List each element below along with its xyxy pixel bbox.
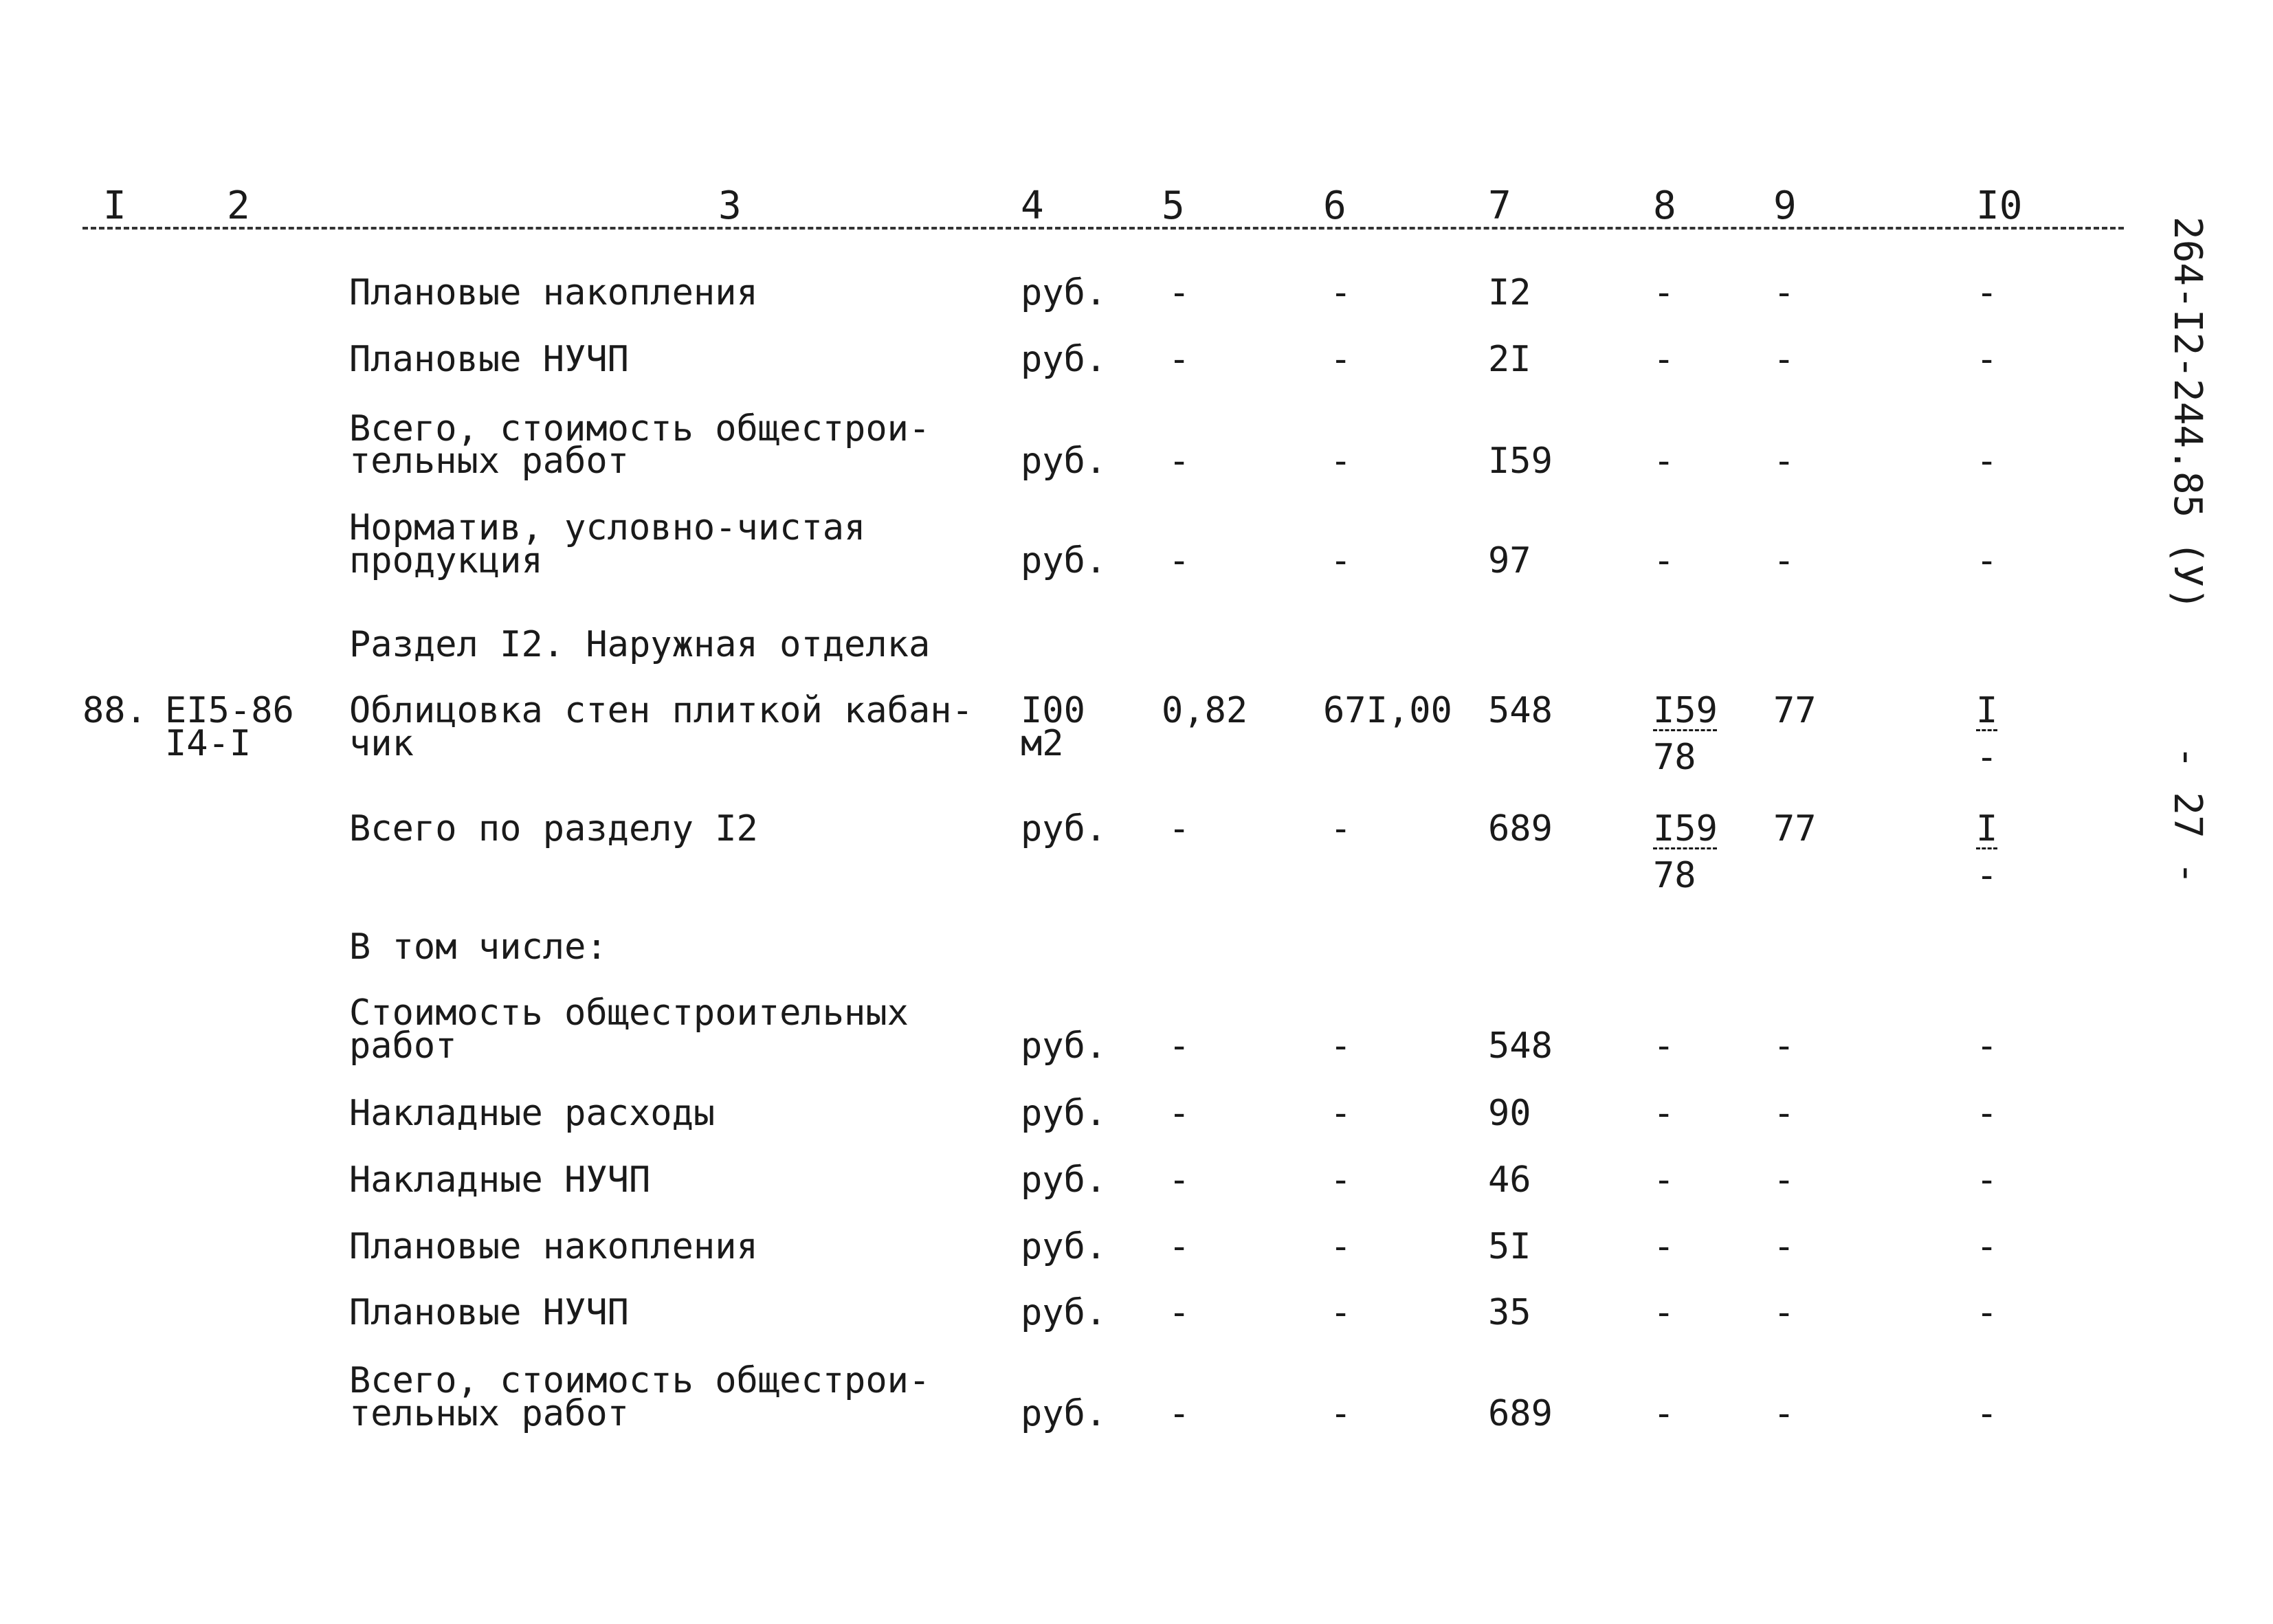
- breakdown-col5: -: [1168, 1292, 1190, 1333]
- section-heading: Раздел I2. Наружная отделка: [349, 624, 931, 665]
- breakdown-col10: -: [1976, 1159, 1998, 1201]
- breakdown-col6: -: [1330, 1025, 1352, 1067]
- row-col9: -: [1773, 540, 1795, 581]
- breakdown-unit: руб.: [1021, 1226, 1107, 1267]
- page-number: - 27 -: [2165, 746, 2210, 885]
- breakdown-col5: -: [1168, 1025, 1190, 1067]
- breakdown-col5: -: [1168, 1159, 1190, 1201]
- row-col6: -: [1330, 272, 1352, 313]
- breakdown-col8: -: [1653, 1093, 1675, 1134]
- row-col6: -: [1330, 540, 1352, 581]
- item-col6: 67I,00: [1323, 690, 1452, 731]
- breakdown-unit: руб.: [1021, 1393, 1107, 1434]
- item-number: 88.: [82, 690, 147, 731]
- section-total-col9: 77: [1773, 808, 1817, 849]
- section-total-col5: -: [1168, 808, 1190, 849]
- row-col10: -: [1976, 339, 1998, 380]
- row-col6: -: [1330, 441, 1352, 482]
- item-unit-line2: м2: [1021, 723, 1064, 764]
- item-description-line1: Облицовка стен плиткой кабан-: [349, 690, 973, 731]
- breakdown-col6: -: [1330, 1159, 1352, 1201]
- row-col6: -: [1330, 339, 1352, 380]
- row-description-line2: тельных работ: [349, 441, 629, 482]
- row-unit: руб.: [1021, 339, 1107, 380]
- breakdown-col10: -: [1976, 1093, 1998, 1134]
- breakdown-col6: -: [1330, 1292, 1352, 1333]
- breakdown-col8: -: [1653, 1393, 1675, 1434]
- breakdown-unit: руб.: [1021, 1292, 1107, 1333]
- item-col8-numerator: I59: [1653, 690, 1718, 731]
- section-total-label: Всего по разделу I2: [349, 808, 758, 849]
- row-col9: -: [1773, 441, 1795, 482]
- breakdown-description: Накладные НУЧП: [349, 1159, 651, 1201]
- col-header-8: 8: [1653, 183, 1676, 228]
- breakdown-col7: 90: [1488, 1093, 1531, 1134]
- breakdown-col9: -: [1773, 1292, 1795, 1333]
- breakdown-description-line1: Всего, стоимость общестрои-: [349, 1360, 931, 1401]
- breakdown-col7: 689: [1488, 1393, 1553, 1434]
- row-col10: -: [1976, 540, 1998, 581]
- col-header-10: I0: [1976, 183, 2023, 228]
- breakdown-col8: -: [1653, 1226, 1675, 1267]
- breakdown-description: Плановые накопления: [349, 1226, 758, 1267]
- item-col10-numerator: I: [1976, 690, 1998, 731]
- item-col5: 0,82: [1162, 690, 1248, 731]
- row-col10: -: [1976, 272, 1998, 313]
- row-col5: -: [1168, 272, 1190, 313]
- item-code-line2: I4-I: [165, 723, 252, 764]
- breakdown-col9: -: [1773, 1093, 1795, 1134]
- item-unit-line1: I00: [1021, 690, 1085, 731]
- row-unit: руб.: [1021, 540, 1107, 581]
- item-col10-denominator: -: [1976, 737, 1998, 778]
- breakdown-description-line2: работ: [349, 1025, 457, 1067]
- row-col7: I2: [1488, 272, 1531, 313]
- item-description-line2: чик: [349, 723, 414, 764]
- breakdown-col10: -: [1976, 1025, 1998, 1067]
- breakdown-col9: -: [1773, 1393, 1795, 1434]
- row-description-line2: продукция: [349, 540, 543, 581]
- document-code: 264-I2-244.85 (У): [2165, 216, 2210, 611]
- breakdown-col8: -: [1653, 1159, 1675, 1201]
- breakdown-description-line1: Стоимость общестроительных: [349, 992, 909, 1034]
- col-header-7: 7: [1488, 183, 1511, 228]
- row-description: Плановые НУЧП: [349, 339, 629, 380]
- breakdown-col6: -: [1330, 1093, 1352, 1134]
- section-total-col10-denominator: -: [1976, 855, 1998, 896]
- row-col8: -: [1653, 441, 1675, 482]
- section-total-col10-numerator: I: [1976, 808, 1998, 849]
- row-col9: -: [1773, 339, 1795, 380]
- section-total-col8-denominator: 78: [1653, 855, 1696, 896]
- row-description-line1: Норматив, условно-чистая: [349, 507, 866, 548]
- col-header-1: I: [103, 183, 126, 228]
- breakdown-col9: -: [1773, 1025, 1795, 1067]
- section-total-unit: руб.: [1021, 808, 1107, 849]
- row-description: Плановые накопления: [349, 272, 758, 313]
- row-col7: I59: [1488, 441, 1553, 482]
- breakdown-col8: -: [1653, 1025, 1675, 1067]
- breakdown-description: Накладные расходы: [349, 1093, 716, 1134]
- col-header-5: 5: [1162, 183, 1185, 228]
- header-rule: [82, 227, 2124, 230]
- row-col8: -: [1653, 272, 1675, 313]
- row-col5: -: [1168, 540, 1190, 581]
- breakdown-col5: -: [1168, 1093, 1190, 1134]
- breakdown-col7: 35: [1488, 1292, 1531, 1333]
- breakdown-description-line2: тельных работ: [349, 1393, 629, 1434]
- row-unit: руб.: [1021, 441, 1107, 482]
- section-total-col6: -: [1330, 808, 1352, 849]
- item-col7: 548: [1488, 690, 1553, 731]
- row-col8: -: [1653, 540, 1675, 581]
- row-col5: -: [1168, 339, 1190, 380]
- item-code-line1: EI5-86: [165, 690, 294, 731]
- breakdown-col7: 5I: [1488, 1226, 1531, 1267]
- breakdown-col6: -: [1330, 1226, 1352, 1267]
- breakdown-col10: -: [1976, 1393, 1998, 1434]
- breakdown-unit: руб.: [1021, 1093, 1107, 1134]
- row-col5: -: [1168, 441, 1190, 482]
- col-header-6: 6: [1323, 183, 1346, 228]
- row-col9: -: [1773, 272, 1795, 313]
- breakdown-col9: -: [1773, 1159, 1795, 1201]
- breakdown-description: Плановые НУЧП: [349, 1292, 629, 1333]
- row-col8: -: [1653, 339, 1675, 380]
- section-total-col7: 689: [1488, 808, 1553, 849]
- breakdown-col8: -: [1653, 1292, 1675, 1333]
- including-label: В том числе:: [349, 926, 608, 968]
- breakdown-col5: -: [1168, 1393, 1190, 1434]
- breakdown-col7: 46: [1488, 1159, 1531, 1201]
- breakdown-unit: руб.: [1021, 1025, 1107, 1067]
- row-col7: 97: [1488, 540, 1531, 581]
- item-col8-denominator: 78: [1653, 737, 1696, 778]
- breakdown-col9: -: [1773, 1226, 1795, 1267]
- row-description-line1: Всего, стоимость общестрои-: [349, 408, 931, 449]
- item-col9: 77: [1773, 690, 1817, 731]
- col-header-4: 4: [1021, 183, 1044, 228]
- breakdown-col6: -: [1330, 1393, 1352, 1434]
- section-total-col8-numerator: I59: [1653, 808, 1718, 849]
- row-unit: руб.: [1021, 272, 1107, 313]
- col-header-3: 3: [718, 183, 742, 228]
- breakdown-col5: -: [1168, 1226, 1190, 1267]
- row-col10: -: [1976, 441, 1998, 482]
- breakdown-col10: -: [1976, 1226, 1998, 1267]
- breakdown-col7: 548: [1488, 1025, 1553, 1067]
- breakdown-col10: -: [1976, 1292, 1998, 1333]
- col-header-9: 9: [1773, 183, 1797, 228]
- col-header-2: 2: [227, 183, 250, 228]
- row-col7: 2I: [1488, 339, 1531, 380]
- breakdown-unit: руб.: [1021, 1159, 1107, 1201]
